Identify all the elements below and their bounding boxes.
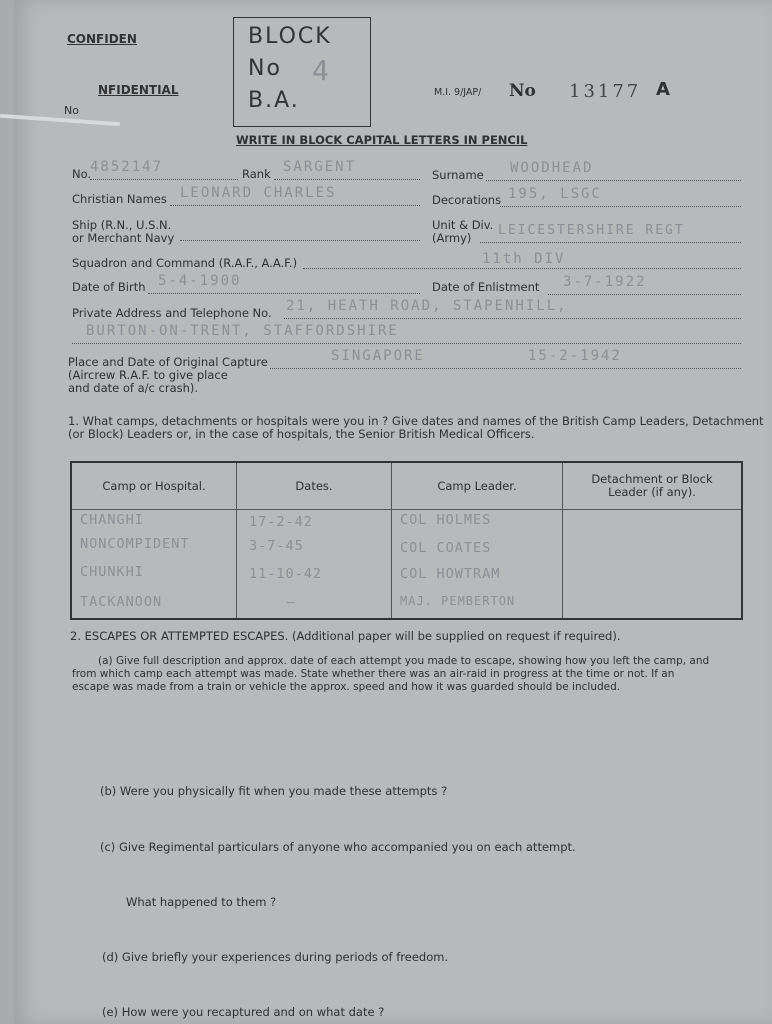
camp-date: 3-7-45 [249,538,304,554]
rank-label: Rank [242,167,271,181]
camp-name: TACKANOON [80,594,163,610]
question1-line2: (or Block) Leaders or, in the case of hospitals, the Senior British Medical Officers. [68,427,535,441]
instruction-heading: WRITE IN BLOCK CAPITAL LETTERS IN PENCIL [236,133,528,147]
capture-label-line1: Place and Date of Original Capture [68,355,268,369]
detachment-column-header: Detachment or Block Leader (if any). [563,462,743,510]
camp-leader: COL HOLMES [400,512,492,528]
no-label-tab: No [64,104,79,117]
camp-leader: MAJ. PEMBERTON [400,594,516,608]
question2e: (e) How were you recaptured and on what date ? [102,1005,385,1019]
dob-value: 5-4-1900 [158,273,242,289]
camp-date: — [287,594,297,610]
camp-table [70,461,743,620]
confidential-stamp-top: CONFIDEN [67,32,137,46]
unit-label-line2: (Army) [432,231,472,245]
question2c-sub: What happened to them ? [126,895,277,909]
division-value: 11th DIV [482,251,566,267]
surname-value: WOODHEAD [510,160,594,176]
leaders-cell [392,510,562,618]
number-label: No [509,81,536,101]
question2a-line2: from which camp each attempt was made. State whether there was an air-raid in progress at the time or not. If an [72,668,675,680]
camp-date: 11-10-42 [249,566,323,582]
question2c: (c) Give Regimental particulars of anyone who accompanied you on each attempt. [100,840,576,854]
surname-label: Surname [432,168,484,182]
enlistment-value: 3-7-1922 [563,274,647,290]
question2d: (d) Give briefly your experiences during periods of freedom. [102,950,449,964]
decorations-label: Decorations [432,193,502,207]
squadron-label: Squadron and Command (R.A.F., A.A.F.) [72,256,298,270]
form-code: M.I. 9/JAP/ [434,87,482,98]
camp-column-header: Camp or Hospital. [71,462,237,510]
enlistment-label: Date of Enlistment [432,280,540,294]
decorations-value: 195, LSGC [508,186,602,202]
block-stamp-line1: BLOCK [248,24,332,49]
dates-cell [237,510,391,618]
confidential-heading: NFIDENTIAL [98,83,179,97]
capture-label-line3: and date of a/c crash). [68,381,199,395]
block-stamp-line3: B.A. [248,88,300,113]
question2b: (b) Were you physically fit when you made these attempts ? [100,784,448,798]
capture-label-line2: (Aircrew R.A.F. to give place [68,368,228,382]
no-value: 4852147 [90,159,164,175]
address-line1: 21, HEATH ROAD, STAPENHILL, [286,298,568,314]
rank-value: SARGENT [283,159,357,175]
dob-label: Date of Birth [72,280,146,294]
block-stamp-line2: No [248,56,282,81]
unit-value: LEICESTERSHIRE REGT [498,223,685,238]
form-number: 13177 [569,81,642,102]
capture-place: SINGAPORE [331,348,425,364]
block-number-handwritten: 4 [312,54,331,87]
form-number-suffix: A [656,79,670,100]
question2-title: 2. ESCAPES OR ATTEMPTED ESCAPES. (Additional paper will be supplied on request if required). [70,629,621,643]
no-label: No. [72,167,92,181]
unit-label-line1: Unit & Div. [432,218,494,232]
capture-date: 15-2-1942 [528,348,622,364]
christian-names-label: Christian Names [72,192,167,206]
question2a-line1: (a) Give full description and approx. date of each attempt you made to escape, showing how you left the camp, and [98,655,710,667]
camp-name: CHUNKHI [80,564,144,580]
ship-label-line1: Ship (R.N., U.S.N. [72,218,172,232]
camps-cell [72,510,236,618]
question2a-line3: escape was made from a train or vehicle the approx. speed and how it was guarded should be included. [72,681,621,693]
address-label: Private Address and Telephone No. [72,306,272,320]
camp-leader: COL HOWTRAM [400,566,501,582]
block-stamp-box [233,17,371,127]
camp-leader: COL COATES [400,540,492,556]
dates-column-header: Dates. [237,462,392,510]
camp-date: 17-2-42 [249,514,313,530]
leader-column-header: Camp Leader. [392,462,563,510]
camp-name: CHANGHI [80,512,144,528]
address-line2: BURTON-ON-TRENT, STAFFORDSHIRE [86,323,399,339]
detachment-cell [563,510,741,618]
camp-name: NONCOMPIDENT [80,536,190,552]
question1-line1: 1. What camps, detachments or hospitals were you in ? Give dates and names of the British Camp Leaders, Detachment [68,414,764,428]
christian-names-value: LEONARD CHARLES [180,185,337,201]
ship-label-line2: or Merchant Navy [72,231,175,245]
